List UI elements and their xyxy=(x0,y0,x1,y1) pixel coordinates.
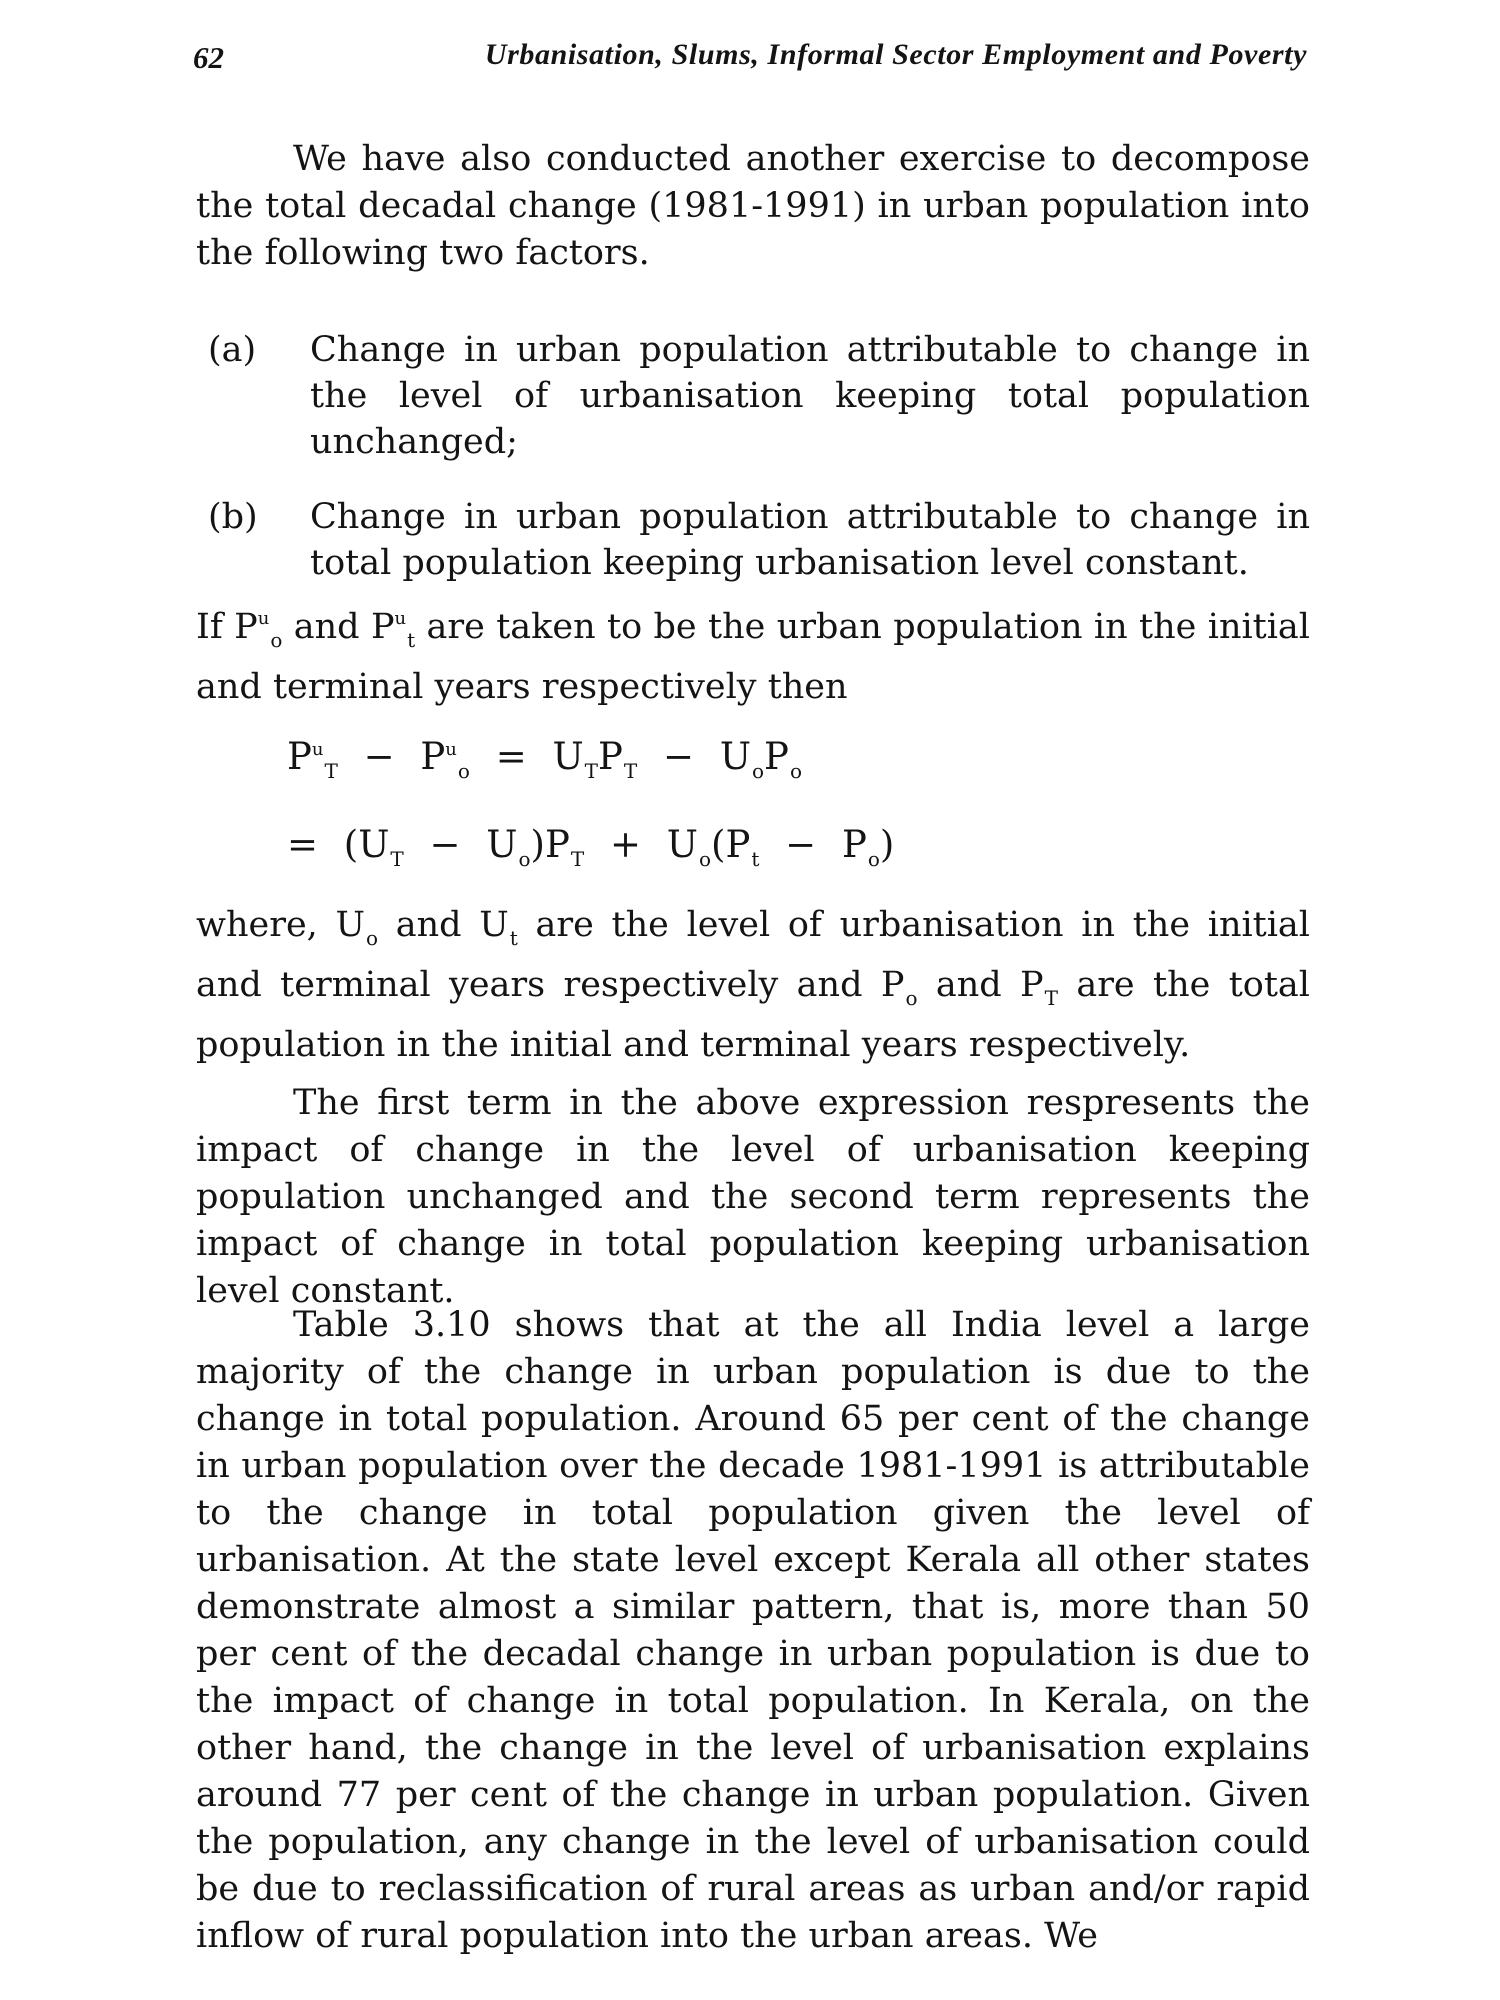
equation-line-1: $P^u_T - P^u_o = U_TP_T - U_oP_o$ xyxy=(287,735,802,783)
factor-b-text: Change in urban population attributable to change in total population keeping urbanisation level constant. xyxy=(310,497,1310,583)
symbol-po: $P_o$ xyxy=(880,965,918,1010)
symbol-ut: $U_t$ xyxy=(479,905,518,950)
where-paragraph: where, $U_o$ and $U_t$ are the level of urbanisation in the initial and terminal years respectively and $P_o$ and $P_T$ are the total population in the initial and terminal years respectively. xyxy=(196,905,1310,1065)
factor-a xyxy=(208,327,1310,465)
symbol-p0u: $P^u_o$ xyxy=(234,607,283,652)
definition-paragraph: If $P^u_o$ and $P^u_t$ are taken to be the urban population in the initial and terminal years respectively then xyxy=(196,607,1310,707)
symbol-uo: $U_o$ xyxy=(335,905,379,950)
intro-paragraph: We have also conducted another exercise to decompose the total decadal change (1981-1991) in urban population into the following two factors. xyxy=(196,139,1310,273)
page-number: 62 xyxy=(193,40,224,75)
factor-a-marker: (a) xyxy=(208,330,257,370)
factor-b xyxy=(208,494,1310,586)
factor-a-text: Change in urban population attributable to change in the level of urbanisation keeping total population unchanged; xyxy=(310,330,1310,462)
symbol-ptu: $P^u_t$ xyxy=(370,607,416,652)
equation-line-2: = $(U_T - U_o)P_T + U_o(P_t - P_o)$ xyxy=(287,823,895,871)
factor-b-marker: (b) xyxy=(208,497,258,537)
interpretation-paragraph: The first term in the above expression respresents the impact of change in the level of urbanisation keeping population unchanged and the second term represents the impact of change in total population keeping urbanisation level constant. xyxy=(196,1083,1310,1311)
running-head: Urbanisation, Slums, Informal Sector Employment and Poverty xyxy=(484,38,1307,71)
table-discussion-paragraph: Table 3.10 shows that at the all India level a large majority of the change in urban population is due to the change in total population. Around 65 per cent of the change in urban population over the decade 1981-1991 is attributable to the change in total population given the level of urbanisation. At the state level except Kerala all other states demonstrate almost a similar pattern, that is, more than 50 per cent of the decadal change in urban population is due to the impact of change in total population. In Kerala, on the other hand, the change in the level of urbanisation explains around 77 per cent of the change in urban population. Given the population, any change in the level of urbanisation could be due to reclassification of rural areas as urban and/or rapid inflow of rural population into the urban areas. We xyxy=(196,1305,1310,1956)
symbol-pt: $P_T$ xyxy=(1020,965,1058,1010)
